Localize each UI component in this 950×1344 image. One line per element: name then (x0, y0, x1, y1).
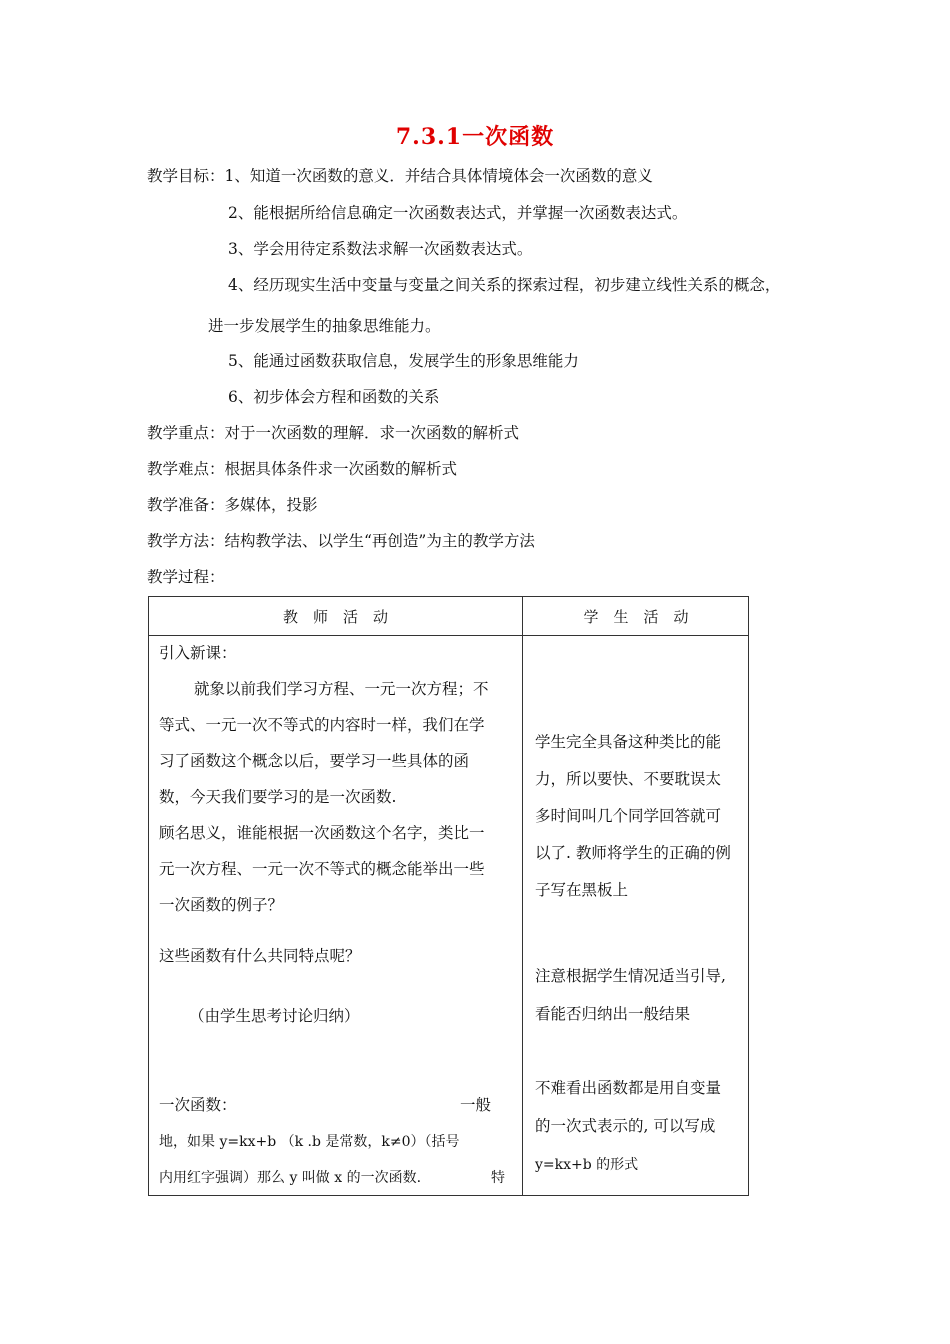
page-title: 7.3.1一次函数 (395, 124, 555, 150)
key-point: 教学重点：对于一次函数的理解．求一次函数的解析式 (147, 424, 520, 442)
objective-item: 进一步发展学生的抽象思维能力。 (208, 317, 441, 335)
student-line: 多时间叫几个同学回答就可 (535, 807, 722, 825)
student-line: y=kx+b 的形式 (535, 1157, 639, 1173)
activity-table (148, 596, 749, 1196)
preparation: 教学准备：多媒体，投影 (147, 496, 318, 514)
student-line: 看能否归纳出一般结果 (535, 1005, 691, 1023)
teacher-line: 习了函数这个概念以后，要学习一些具体的函 (159, 752, 470, 770)
difficulty: 教学难点：根据具体条件求一次函数的解析式 (147, 460, 458, 478)
teacher-line: 一次函数： (159, 1096, 237, 1114)
teacher-line: 数，今天我们要学习的是一次函数. (159, 788, 397, 806)
student-line: 学生完全具备这种类比的能 (535, 733, 722, 751)
teacher-line: 一般 (460, 1096, 492, 1114)
teacher-line: 顾名思义，谁能根据一次函数这个名字，类比一 (159, 824, 485, 842)
teacher-line: 就象以前我们学习方程、一元一次方程；不 (194, 680, 489, 698)
student-line: 不难看出函数都是用自变量 (535, 1079, 722, 1097)
objective-item: 6、初步体会方程和函数的关系 (228, 388, 440, 406)
teacher-line: 元一次方程、一元一次不等式的概念能举出一些 (159, 860, 485, 878)
objective-item: 2、能根据所给信息确定一次函数表达式，并掌握一次函数表达式。 (228, 204, 688, 222)
objective-item: 4、经历现实生活中变量与变量之间关系的探索过程，初步建立线性关系的概念， (228, 276, 781, 294)
header-divider (149, 635, 748, 636)
teacher-line: 这些函数有什么共同特点呢？ (159, 947, 361, 965)
objectives-line (147, 164, 653, 186)
teacher-line: 地，如果 y=kx+b （k .b 是常数，k≠0）（括号 (159, 1134, 460, 1150)
teacher-line: 内用红字强调）那么 y 叫做 x 的一次函数. (159, 1170, 422, 1186)
teacher-line: 等式、一元一次不等式的内容时一样，我们在学 (159, 716, 485, 734)
student-line: 力，所以要快、不要耽误太 (535, 770, 722, 788)
student-line: 以了. 教师将学生的正确的例 (535, 844, 731, 862)
header-student: 学 生 活 动 (583, 608, 689, 626)
student-line: 注意根据学生情况适当引导, (535, 967, 726, 985)
header-teacher: 教 师 活 动 (282, 608, 388, 626)
teacher-line: 一次函数的例子？ (159, 896, 284, 914)
objectives-label: 教学目标： (147, 167, 225, 185)
student-line: 子写在黑板上 (535, 881, 629, 899)
process-label: 教学过程： (147, 568, 225, 586)
teacher-line: 特 (491, 1170, 505, 1186)
student-line: 的一次式表示的, 可以写成 (535, 1117, 716, 1135)
objective-item: 1、知道一次函数的意义．并结合具体情境体会一次函数的意义 (224, 167, 653, 185)
objective-item: 5、能通过函数获取信息，发展学生的形象思维能力 (228, 352, 579, 370)
method: 教学方法：结构教学法、以学生“再创造”为主的教学方法 (147, 532, 535, 550)
column-divider (522, 597, 523, 1195)
teacher-line: 引入新课： (159, 644, 237, 662)
objective-item: 3、学会用待定系数法求解一次函数表达式。 (228, 240, 533, 258)
teacher-line: （由学生思考讨论归纳） (189, 1007, 360, 1025)
